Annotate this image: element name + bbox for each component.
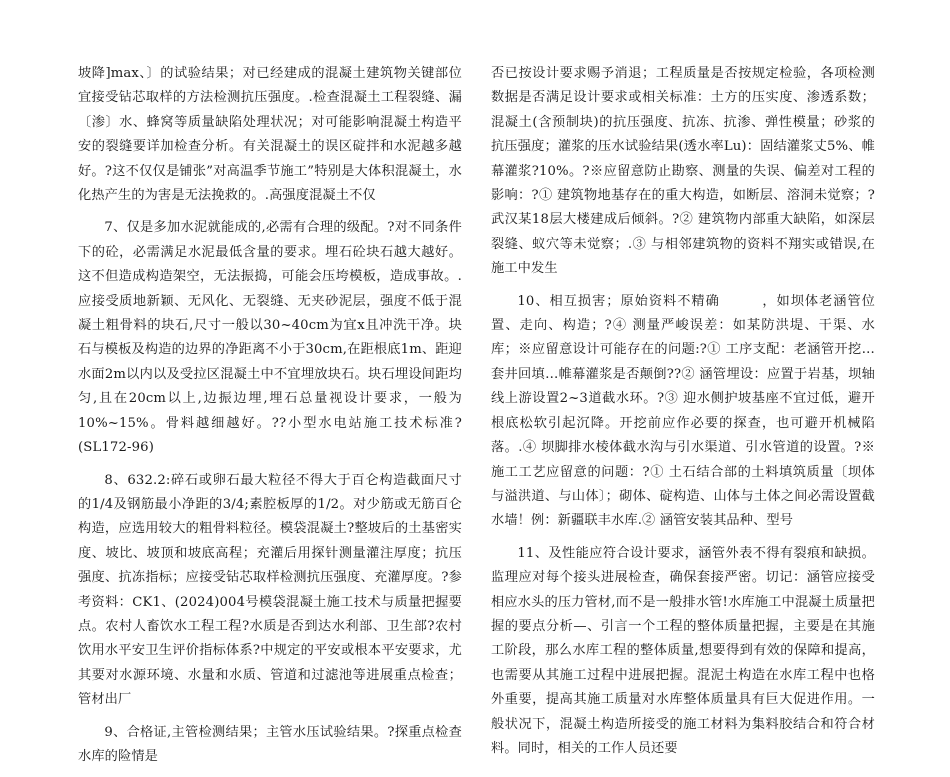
left-text-column xyxy=(78,62,462,777)
paragraph-11: 11、及性能应符合设计要求，涵管外表不得有裂痕和缺损。监理应对每个接头进展检查，确保套接严密。切记：涵管应接受相应水头的压力管材,而不是一般排水管!水库施工中混凝土质量把握的要点分析—、引言一个工程的整体质量把握，主要是在其施工阶段，那么水库工程的整体质量,想要得到有效的保障和提高，也需要从其施工过程中进展把握。混泥土构造在水库工程中也格外重要，提高其施工质量对水库整体质量具有巨大促进作用。一般状况下，混凝土构造所接受的施工材料为集料胶结合和符合材料。同时，相关的工作人员还要 xyxy=(491,545,875,756)
paragraph-10: 10、相互损害；原始资料不精确 ，如坝体老涵管位置、走向、构造；?④ 测量严峻误差：如某防洪堤、干渠、水库；※应留意设计可能存在的问题:?① 工序支配：老涵管开挖…套井回填…帷幕灌浆是否颠倒??② 涵管埋设：应置于岩基，坝轴线上游设置2~3道截水环。?③ 迎水侧护坡基座不宜过低，避开根底松软引起沉降。开挖前应作必要的探查，也可避开机械陷落。.④ 坝脚排水棱体截水沟与引水渠道、引水管道的设置。?※施工工艺应留意的问题：?① 土石结合部的土料填筑质量〔坝体与溢洪道、与山体〕；砌体、碇构造、山体与土体之间必需设置截水墙！例：新疆联丰水库.② 涵管安装其品种、型号 xyxy=(491,293,875,529)
paragraph-9: 9、合格证,主管检测结果；主管水压试验结果。?探重点检查水库的险情是 xyxy=(78,724,462,764)
paragraph-continued-right: 否已按设计要求赐予消退；工程质量是否按规定检验，各项检测数据是否满足设计要求或相关标准：土方的压实度、渗透系数；混凝土(含预制块)的抗压强度、抗冻、抗渗、弹性模量；砂浆的抗压强度；灌浆的压水试验结果(透水率Lu)：固结灌浆丈5%、帷幕灌浆?10%。?※应留意防止勘察、测量的失误、偏差对工程的影响：?① 建筑物地基存在的重大构造，如断层、溶洞未觉察；?武汉某18层大楼建成后倾斜。?② 建筑物内部重大缺陷，如深层裂缝、蚁穴等未觉察；.③ 与相邻建筑物的资料不翔实或错误,在施工中发生 xyxy=(491,66,875,277)
paragraph-8: 8、632.2:碎石或卵石最大粒径不得大于百仑构造截面尺寸的1/4及钢筋最小净距的3/4;素腔板厚的1/2。对少筋或无筋百仑构造，应选用较大的粗骨料粒径。模袋混凝土?整坡后的土基密实度、坡比、坡顶和坡底高程；充灌后用探针测量灌注厚度；抗压强度、抗冻指标；应接受钻芯取样检测抗压强度、充灌厚度。?参考资料：CK1、(2024)004号模袋混凝土施工技术与质量把握要点。农村人畜饮水工程工程?水质是否到达水利部、卫生部?农村饮用水平安卫生评价指标体系?中规定的平安或根本平安要求，尤其要对水源环境、水量和水质、管道和过滤池等进展重点检查；管材出厂 xyxy=(78,472,462,708)
paragraph-7: 7、仅是多加水泥就能成的,必需有合理的级配。?对不同条件下的砼，必需满足水泥最低含量的要求。埋石砼块石越大越好。这不但造成构造架空，无法振捣，可能会压垮模板，造成事故。.应接受质地新颖、无风化、无裂缝、无夹砂泥层，强度不低于混凝土粗骨料的块石,尺寸一般以30~40cm为宜x且冲洗干净。块石与模板及构造的边界的净距离不小于30cm,在距根底1m、距迎水面2m以内以及受拉区混凝土中不宜埋放块石。块石埋设间距均匀,且在20cm以上,边振边埋,埋石总量视设计要求，一般为10%~15%。骨料越细越好。??小型水电站施工技术标准?(SL172-96) xyxy=(78,220,462,456)
right-text-column xyxy=(491,62,875,769)
paragraph-continued: 坡降]max、〕的试验结果；对已经建成的混凝土建筑物关键部位宜接受钻芯取样的方法检测抗压强度。.检查混凝土工程裂缝、漏〔渗〕水、蜂窝等质量缺陷处理状况；对可能影响混凝土构造平安的裂缝要详加检查分析。有关混凝土的误区碇拌和水泥越多越好。?这不仅仅是铺张”对高温季节施工”特别是大体积混凝土，水化热产生的为害是无法挽救的。.高强度混凝土不仅 xyxy=(78,66,462,204)
